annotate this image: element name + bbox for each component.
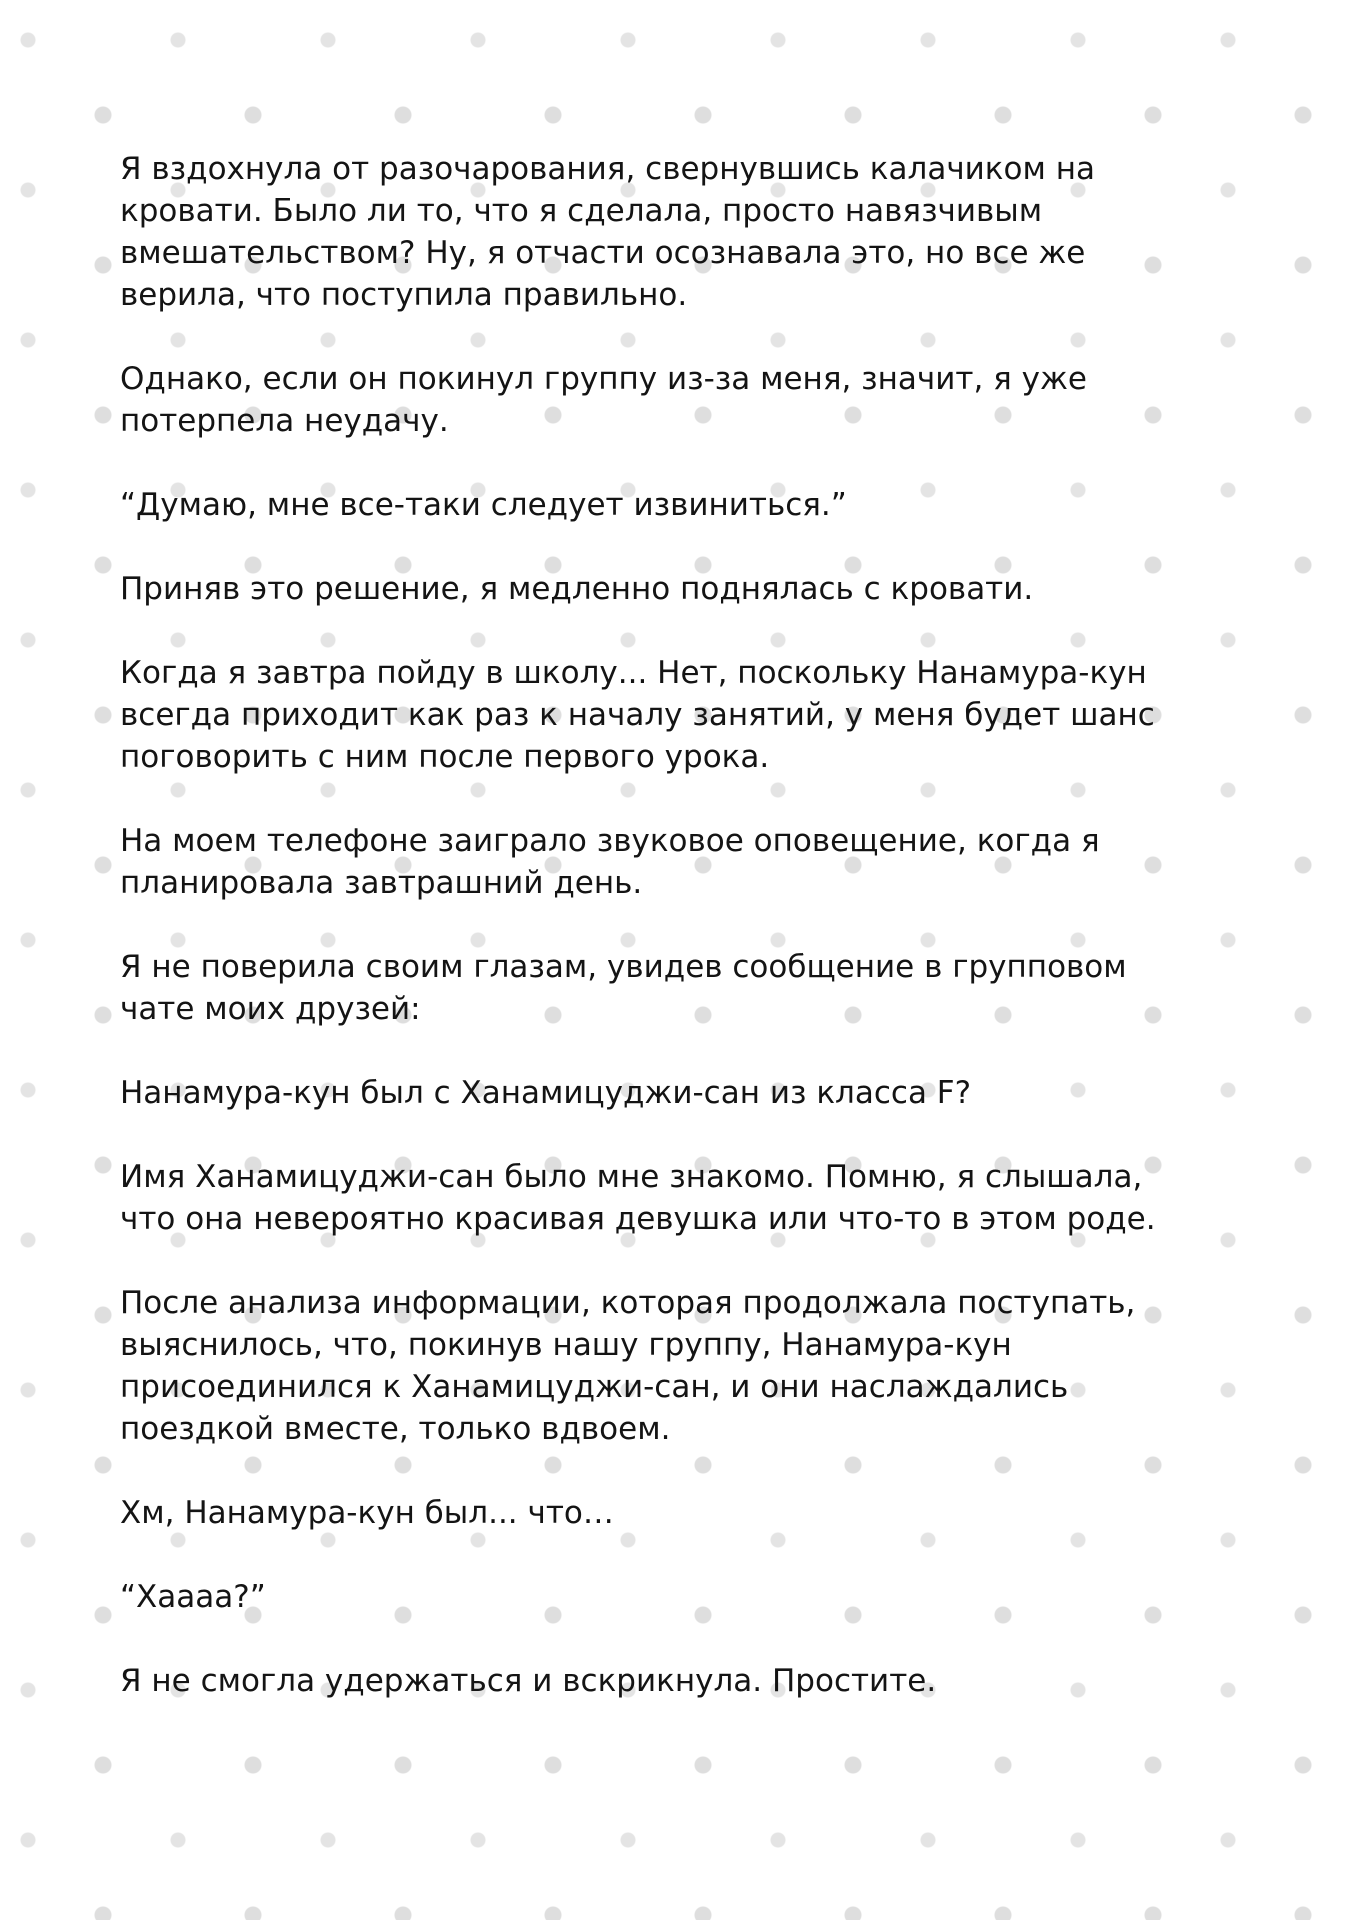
paragraph: “Думаю, мне все-таки следует извиниться.” (120, 487, 847, 523)
paragraph: Когда я завтра пойду в школу... Нет, поскольку Нанамура-кун всегда приходит как раз к началу занятий, у меня будет шанс поговорить с ним после первого урока. (120, 655, 1155, 775)
paragraph: На моем телефоне заиграло звуковое оповещение, когда я планировала завтрашний день. (120, 823, 1100, 901)
paragraph: Хм, Нанамура-кун был... что… (120, 1495, 614, 1531)
paragraph: Однако, если он покинул группу из-за меня, значит, я уже потерпела неудачу. (120, 361, 1088, 439)
paragraph: Я не поверила своим глазам, увидев сообщение в групповом чате моих друзей: (120, 949, 1127, 1027)
paragraph: Нанамура-кун был с Ханамицуджи-сан из класса F? (120, 1075, 972, 1111)
paragraph: “Хаааа?” (120, 1579, 266, 1615)
paragraph: Имя Ханамицуджи-сан было мне знакомо. Помню, я слышала, что она невероятно красивая девушка или что-то в этом роде. (120, 1159, 1156, 1237)
paragraph: Приняв это решение, я медленно поднялась с кровати. (120, 571, 1034, 607)
paragraph: После анализа информации, которая продолжала поступать, выяснилось, что, покинув нашу группу, Нанамура-кун присоединился к Ханамицуджи-сан, и они наслаждались поездкой вместе, только вдвоем. (120, 1285, 1136, 1447)
paragraph: Я не смогла удержаться и вскрикнула. Простите. (120, 1663, 937, 1699)
paragraph: Я вздохнула от разочарования, свернувшись калачиком на кровати. Было ли то, что я сделала, просто навязчивым вмешательством? Ну, я отчасти осознавала это, но все же верила, что поступила правильно. (120, 151, 1095, 313)
document-body (120, 148, 1200, 1744)
